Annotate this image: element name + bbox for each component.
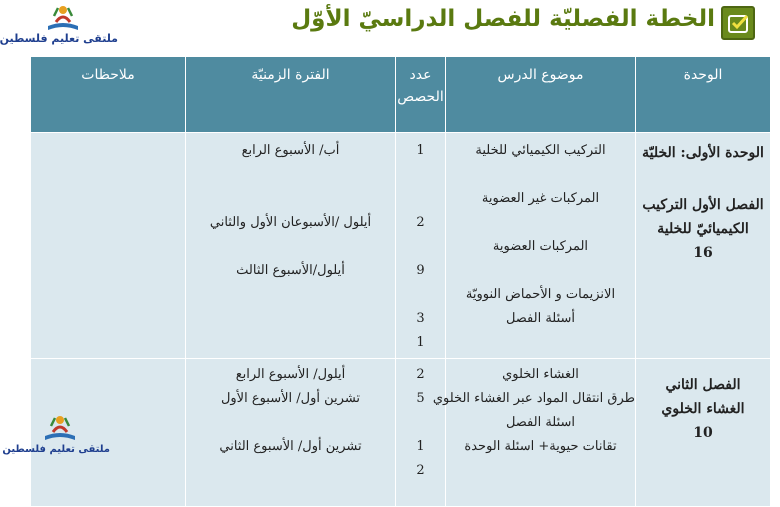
count-item	[396, 163, 445, 187]
header-count-line1: عدد	[409, 67, 432, 83]
period-item	[186, 459, 395, 483]
header-count-line2: الحصص	[397, 89, 444, 105]
count-cell	[396, 133, 446, 359]
period-item: تشرين أول/ الأسبوع الأول	[220, 391, 361, 406]
header-count	[396, 57, 446, 133]
logo-figure-icon	[46, 2, 80, 32]
topic-item: اسئلة الفصل	[505, 415, 576, 430]
logo-text: ملتقى تعليم فلسطين	[0, 32, 118, 45]
period-cell	[186, 359, 396, 507]
topic-item	[446, 331, 635, 355]
period-cell	[186, 133, 396, 359]
topic-item	[446, 459, 635, 483]
table-row	[31, 133, 771, 359]
period-item	[186, 411, 395, 435]
period-item: تشرين أول/ الأسبوع الثاني	[219, 439, 362, 454]
table-header-row	[31, 57, 771, 133]
header-period: الفترة الزمنيّة	[186, 57, 396, 133]
period-item: أيلول/ الأسبوع الرابع	[235, 367, 346, 382]
topic-item: الغشاء الخلوي	[502, 367, 579, 382]
topic-item: المركبات العضوية	[492, 239, 589, 254]
header-topic: موضوع الدرس	[446, 57, 636, 133]
count-item	[396, 411, 445, 435]
chapter-title-line2: الكيميائيّ للخلية	[657, 221, 749, 237]
topic-item	[446, 259, 635, 283]
count-item: 2	[416, 367, 425, 382]
count-item: 1	[416, 439, 425, 454]
period-item: أب/ الأسبوع الرابع	[241, 143, 340, 158]
topic-item: أسئلة الفصل	[505, 311, 576, 326]
watermark-text: ملتقى تعليم فلسطين	[2, 444, 110, 455]
chapter-title-line2: الغشاء الخلوي	[661, 401, 745, 417]
count-item: 2	[416, 463, 425, 478]
notes-cell	[31, 133, 186, 359]
count-item: 5	[416, 391, 425, 406]
period-item	[186, 307, 395, 331]
period-item	[186, 187, 395, 211]
count-item: 3	[416, 311, 425, 326]
topic-item	[446, 211, 635, 235]
watermark-logo	[2, 412, 110, 466]
chapter-count: 16	[693, 245, 713, 261]
page-title: الخطة الفصليّة للفصل الدراسيّ الأوّل	[291, 6, 715, 32]
topic-item: التركيب الكيميائي للخلية	[475, 143, 606, 158]
header-unit: الوحدة	[636, 57, 771, 133]
period-item	[186, 235, 395, 259]
count-item	[396, 283, 445, 307]
watermark-figure-icon	[43, 412, 77, 442]
period-item: أيلول /الأسبوعان الأول والثاني	[209, 215, 372, 230]
count-item: 1	[416, 143, 425, 158]
table-row	[31, 359, 771, 507]
count-item	[396, 235, 445, 259]
count-item: 2	[416, 215, 425, 230]
unit-cell	[636, 359, 771, 507]
chapter-title-line1: الفصل الأول التركيب	[642, 197, 764, 213]
chapter-title-line1: الفصل الثاني	[665, 377, 741, 393]
period-item: أيلول/الأسبوع الثالث	[236, 263, 345, 278]
topic-cell	[432, 359, 636, 507]
header-notes: ملاحظات	[31, 57, 186, 133]
topic-cell	[446, 133, 636, 359]
period-item	[186, 163, 395, 187]
topic-item: طرق انتقال المواد عبر الغشاء الخلوي	[432, 391, 635, 406]
topic-item: تقانات حيوية+ اسئلة الوحدة	[464, 439, 617, 454]
topic-item: المركبات غير العضوية	[481, 191, 600, 206]
unit-title: الوحدة الأولى: الخليّة	[642, 145, 764, 161]
topic-item: الانزيمات و الأحماض النوويّة	[465, 287, 616, 302]
period-item	[186, 283, 395, 307]
topic-item	[446, 163, 635, 187]
count-item	[396, 187, 445, 211]
unit-cell	[636, 133, 771, 359]
chapter-count: 10	[693, 425, 713, 441]
page-header	[0, 0, 780, 56]
count-cell	[396, 359, 446, 507]
period-item	[186, 331, 395, 355]
plan-table	[30, 56, 771, 507]
count-item: 1	[416, 335, 425, 350]
checklist-icon	[721, 6, 755, 40]
site-logo	[0, 2, 118, 54]
count-item: 9	[416, 263, 425, 278]
